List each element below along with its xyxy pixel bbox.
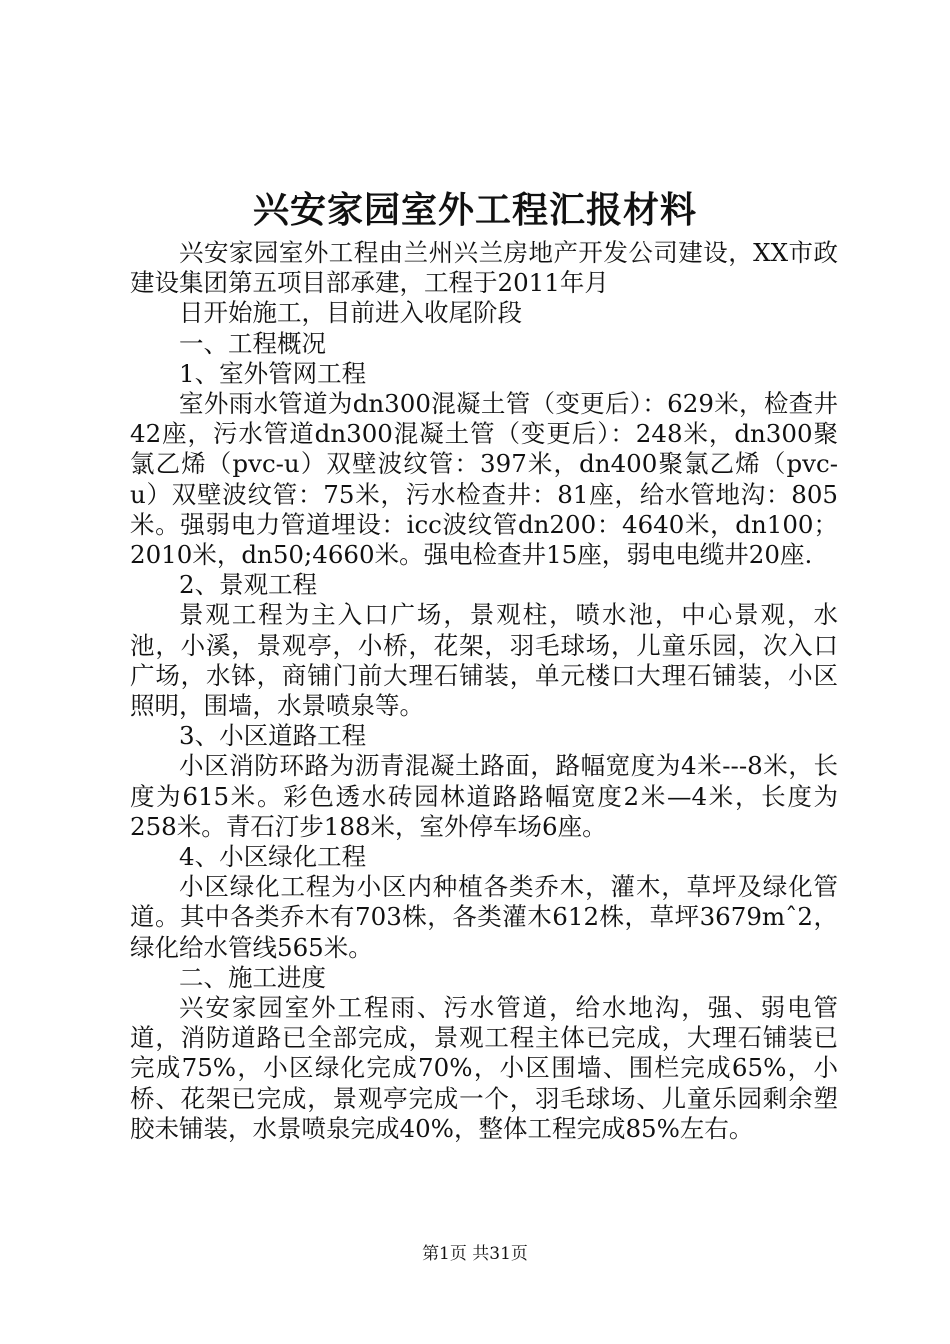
- page-footer: 第1页 共31页: [422, 1244, 528, 1264]
- paragraph-progress: 兴安家园室外工程雨、污水管道，给水地沟，强、弱电管道，消防道路已全部完成，景观工程主体已完成，大理石铺装已完成75%，小区绿化完成70%，小区围墙、围栏完成65%，小桥、花架已完成，景观亭完成一个，羽毛球场、儿童乐园剩余塑胶未铺装，水景喷泉完成40%，整体工程完成85%左右。: [130, 993, 838, 1143]
- section-heading-overview: 一、工程概况: [179, 328, 326, 358]
- paragraph-intro-cont: 日开始施工，目前进入收尾阶段: [179, 298, 522, 328]
- section-heading-progress: 二、施工进度: [179, 962, 326, 992]
- paragraph-intro: 兴安家园室外工程由兰州兴兰房地产开发公司建设，XX市政建设集团第五项目部承建，工程于2011年月: [130, 238, 838, 298]
- subsection-heading-pipe-network: 1、室外管网工程: [179, 358, 367, 388]
- subsection-heading-roads: 3、小区道路工程: [179, 721, 367, 751]
- document-title: 兴安家园室外工程汇报材料: [252, 189, 697, 231]
- paragraph-pipe-network: 室外雨水管道为dn300混凝土管（变更后）：629米，检查井42座，污水管道dn300混凝土管（变更后）：248米，dn300聚氯乙烯（pvc-u）双壁波纹管：397米，dn400聚氯乙烯（pvc-u）双壁波纹管：75米，污水检查井：81座，给水管地沟：805米。强弱电力管道埋设：icc波纹管dn200：4640米，dn100；2010米，dn50;4660米。强电检查井15座，弱电电缆井20座.: [130, 389, 838, 570]
- paragraph-roads: 小区消防环路为沥青混凝土路面，路幅宽度为4米---8米，长度为615米。彩色透水砖园林道路路幅宽度2米—4米，长度为258米。青石汀步188米，室外停车场6座。: [130, 751, 838, 841]
- document-body: [130, 238, 838, 1144]
- subsection-heading-greening: 4、小区绿化工程: [179, 842, 367, 872]
- paragraph-greening: 小区绿化工程为小区内种植各类乔木，灌木，草坪及绿化管道。其中各类乔木有703株，各类灌木612株，草坪3679mˆ2，绿化给水管线565米。: [130, 872, 838, 962]
- subsection-heading-landscape: 2、景观工程: [179, 570, 318, 600]
- paragraph-landscape: 景观工程为主入口广场，景观柱，喷水池，中心景观，水池，小溪，景观亭，小桥，花架，羽毛球场，儿童乐园，次入口广场，水钵，商铺门前大理石铺装，单元楼口大理石铺装，小区照明，围墙，水景喷泉等。: [130, 600, 838, 721]
